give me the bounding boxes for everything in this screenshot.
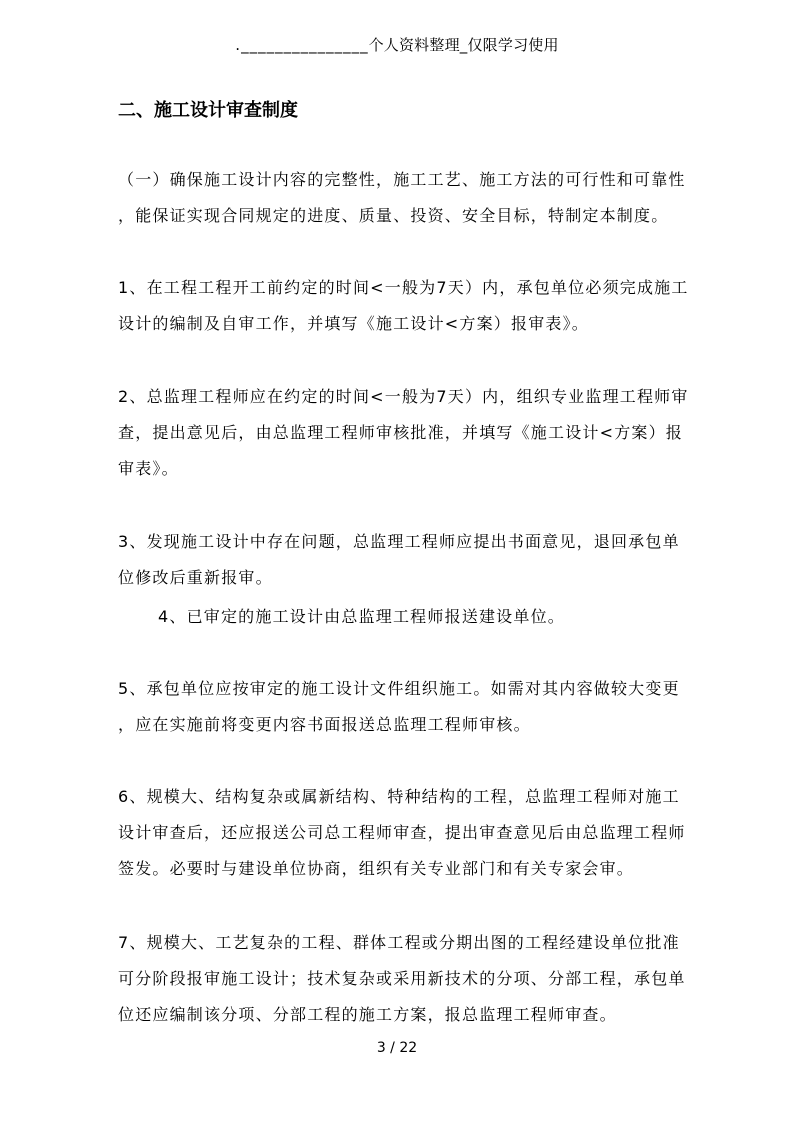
paragraph-intro: （一）确保施工设计内容的完整性，施工工艺、施工方法的可行性和可靠性 ，能保证实现合同规定的进度、质量、投资、安全目标，特制定本制度。 — [118, 170, 686, 225]
page-header — [0, 34, 794, 55]
page-number: 3 / 22 — [376, 1040, 418, 1056]
paragraph-1: 1、在工程工程开工前约定的时间<一般为7天）内，承包单位必须完成施工 设计的编制及自审工作，并填写《施工设计<方案）报审表》。 — [118, 278, 689, 333]
paragraph-2: 2、总监理工程师应在约定的时间<一般为7天）内，组织专业监理工程师审 查，提出意见后，由总监理工程师审核批准，并填写《施工设计<方案）报 审表》。 — [118, 387, 689, 478]
section-title: 二、施工设计审查制度 — [118, 100, 298, 121]
paragraph-7: 7、规模大、工艺复杂的工程、群体工程或分期出图的工程经建设单位批准 可分阶段报审施工设计；技术复杂或采用新技术的分项、分部工程，承包单 位还应编制该分项、分部工程的施工方案，报总监理工程师审查。 — [118, 933, 686, 1024]
header-dots: ._______________ — [235, 36, 369, 54]
paragraph-3: 3、发现施工设计中存在问题，总监理工程师应提出书面意见，退回承包单 位修改后重新报审。 — [118, 532, 680, 587]
paragraph-6: 6、规模大、结构复杂或属新结构、特种结构的工程，总监理工程师对施工 设计审查后，还应报送公司总工程师审查，提出审查意见后由总监理工程师 签发。必要时与建设单位协商，组织有关专业部门和有关专家会审。 — [118, 787, 686, 878]
paragraph-4: 4、已审定的施工设计由总监理工程师报送建设单位。 — [158, 607, 565, 626]
paragraph-5: 5、承包单位应按审定的施工设计文件组织施工。如需对其内容做较大变更 ，应在实施前将变更内容书面报送总监理工程师审核。 — [118, 679, 680, 734]
header-text: 个人资料整理_仅限学习使用 — [368, 36, 559, 54]
